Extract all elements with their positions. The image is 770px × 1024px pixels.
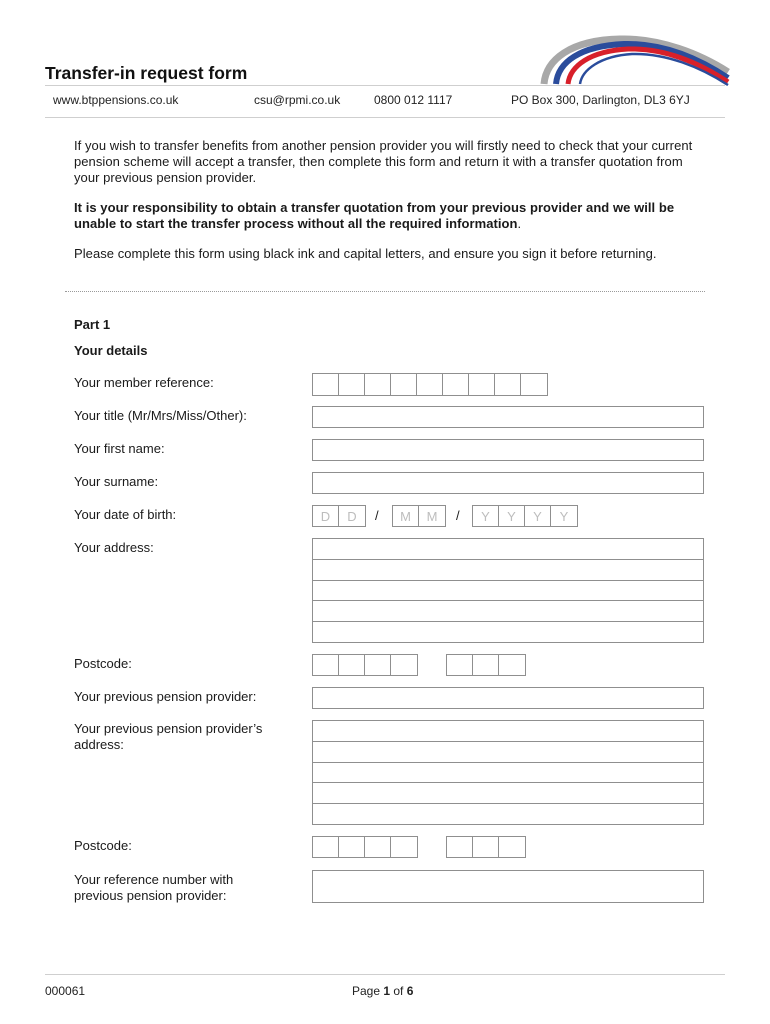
member-reference-cell[interactable] bbox=[443, 374, 469, 395]
first-name-label: Your first name: bbox=[74, 441, 165, 456]
member-reference-cell[interactable] bbox=[469, 374, 495, 395]
dob-year-cell[interactable]: Y bbox=[499, 506, 525, 526]
postcode-cell[interactable] bbox=[339, 655, 365, 675]
responsibility-notice-end: . bbox=[517, 215, 522, 231]
part-label: Part 1 bbox=[74, 317, 111, 332]
postcode-cell[interactable] bbox=[473, 655, 499, 675]
surname-input[interactable] bbox=[312, 472, 704, 494]
member-reference-input[interactable] bbox=[312, 373, 548, 396]
title-label: Your title (Mr/Mrs/Miss/Other): bbox=[74, 408, 247, 423]
member-reference-label: Your member reference: bbox=[74, 375, 214, 390]
header-rule-bottom bbox=[45, 117, 725, 118]
responsibility-notice-bold: It is your responsibility to obtain a transfer quotation from your previous provider and we will be unable to start the transfer process without all the required information bbox=[74, 200, 675, 231]
page-indicator bbox=[352, 984, 413, 998]
title-input[interactable] bbox=[312, 406, 704, 428]
intro-paragraph: If you wish to transfer benefits from another pension provider you will firstly need to check that your current pension scheme will accept a transfer, then complete this form and return it with a transfer quotation from your previous pension provider. bbox=[74, 138, 693, 185]
member-reference-cell[interactable] bbox=[391, 374, 417, 395]
dob-separator: / bbox=[456, 508, 460, 523]
phone-number: 0800 012 1117 bbox=[374, 93, 453, 107]
dob-year-input[interactable] bbox=[472, 505, 578, 527]
address-line[interactable] bbox=[313, 539, 703, 560]
previous-provider-address-input[interactable] bbox=[312, 720, 704, 825]
address-line[interactable] bbox=[313, 601, 703, 622]
postcode-cell[interactable] bbox=[391, 837, 417, 857]
address-line[interactable] bbox=[313, 763, 703, 784]
address-line[interactable] bbox=[313, 742, 703, 763]
date-of-birth-label: Your date of birth: bbox=[74, 507, 177, 522]
dob-day-cell[interactable]: D bbox=[347, 508, 357, 524]
dob-year-cell[interactable]: Y bbox=[525, 506, 551, 526]
postcode-cell[interactable] bbox=[365, 837, 391, 857]
member-reference-cell[interactable] bbox=[339, 374, 365, 395]
instructions-paragraph: Please complete this form using black ink and capital letters, and ensure you sign it before returning. bbox=[74, 246, 657, 261]
surname-label: Your surname: bbox=[74, 474, 159, 489]
dob-year-cell[interactable]: Y bbox=[559, 508, 569, 524]
address-line[interactable] bbox=[313, 721, 703, 742]
reference-number-label bbox=[74, 872, 233, 904]
previous-provider-postcode-inward-input[interactable] bbox=[446, 836, 526, 858]
postcode-outward-input[interactable] bbox=[312, 654, 418, 676]
dob-day-input[interactable] bbox=[312, 505, 366, 527]
postcode-cell[interactable] bbox=[391, 655, 417, 675]
footer-rule bbox=[45, 974, 725, 975]
reference-number-label-line2: previous pension provider: bbox=[74, 888, 227, 903]
address-line[interactable] bbox=[313, 783, 703, 804]
member-reference-cell[interactable] bbox=[313, 374, 339, 395]
dob-day-cell[interactable]: D bbox=[313, 506, 339, 526]
postcode-inward-input[interactable] bbox=[446, 654, 526, 676]
address-line[interactable] bbox=[313, 581, 703, 602]
responsibility-notice bbox=[74, 200, 704, 232]
postcode-cell[interactable] bbox=[473, 837, 499, 857]
page-prefix: Page bbox=[352, 984, 384, 998]
dob-month-cell[interactable]: M bbox=[393, 506, 419, 526]
dob-separator: / bbox=[375, 508, 379, 523]
postcode-label: Postcode: bbox=[74, 656, 132, 671]
postcode-cell[interactable] bbox=[499, 837, 525, 857]
postcode-cell[interactable] bbox=[447, 837, 473, 857]
previous-provider-postcode-label: Postcode: bbox=[74, 838, 132, 853]
address-line[interactable] bbox=[313, 804, 703, 825]
dob-month-cell[interactable]: M bbox=[426, 508, 438, 524]
previous-provider-postcode-outward-input[interactable] bbox=[312, 836, 418, 858]
first-name-input[interactable] bbox=[312, 439, 704, 461]
postcode-cell[interactable] bbox=[499, 655, 525, 675]
member-reference-cell[interactable] bbox=[521, 374, 547, 395]
dob-month-input[interactable] bbox=[392, 505, 446, 527]
btp-pensions-logo bbox=[540, 34, 730, 86]
previous-provider-address-label bbox=[74, 721, 262, 753]
postcode-cell[interactable] bbox=[313, 837, 339, 857]
postcode-cell[interactable] bbox=[447, 655, 473, 675]
postcode-cell[interactable] bbox=[313, 655, 339, 675]
address-line[interactable] bbox=[313, 560, 703, 581]
form-title: Transfer-in request form bbox=[45, 63, 248, 83]
previous-provider-address-label-line1: Your previous pension provider’s bbox=[74, 721, 263, 736]
previous-provider-address-label-line2: address: bbox=[74, 737, 124, 752]
address-line[interactable] bbox=[313, 622, 703, 643]
previous-provider-input[interactable] bbox=[312, 687, 704, 709]
postcode-cell[interactable] bbox=[365, 655, 391, 675]
page-current: 1 bbox=[383, 984, 391, 998]
member-reference-cell[interactable] bbox=[365, 374, 391, 395]
form-code: 000061 bbox=[45, 984, 86, 998]
previous-provider-label: Your previous pension provider: bbox=[74, 689, 257, 704]
section-title: Your details bbox=[74, 343, 148, 358]
website-link[interactable]: www.btppensions.co.uk bbox=[53, 93, 179, 107]
section-divider bbox=[65, 291, 705, 292]
member-reference-cell[interactable] bbox=[495, 374, 521, 395]
header-rule-top bbox=[45, 85, 725, 86]
page-total: 6 bbox=[406, 984, 414, 998]
postal-address: PO Box 300, Darlington, DL3 6YJ bbox=[511, 93, 690, 107]
dob-year-cell[interactable]: Y bbox=[473, 506, 499, 526]
address-label: Your address: bbox=[74, 540, 154, 555]
reference-number-label-line1: Your reference number with bbox=[74, 872, 234, 887]
postcode-cell[interactable] bbox=[339, 837, 365, 857]
member-reference-cell[interactable] bbox=[417, 374, 443, 395]
reference-number-input[interactable] bbox=[312, 870, 704, 903]
email-link[interactable]: csu@rpmi.co.uk bbox=[254, 93, 341, 107]
address-input[interactable] bbox=[312, 538, 704, 643]
page-of: of bbox=[390, 984, 407, 998]
